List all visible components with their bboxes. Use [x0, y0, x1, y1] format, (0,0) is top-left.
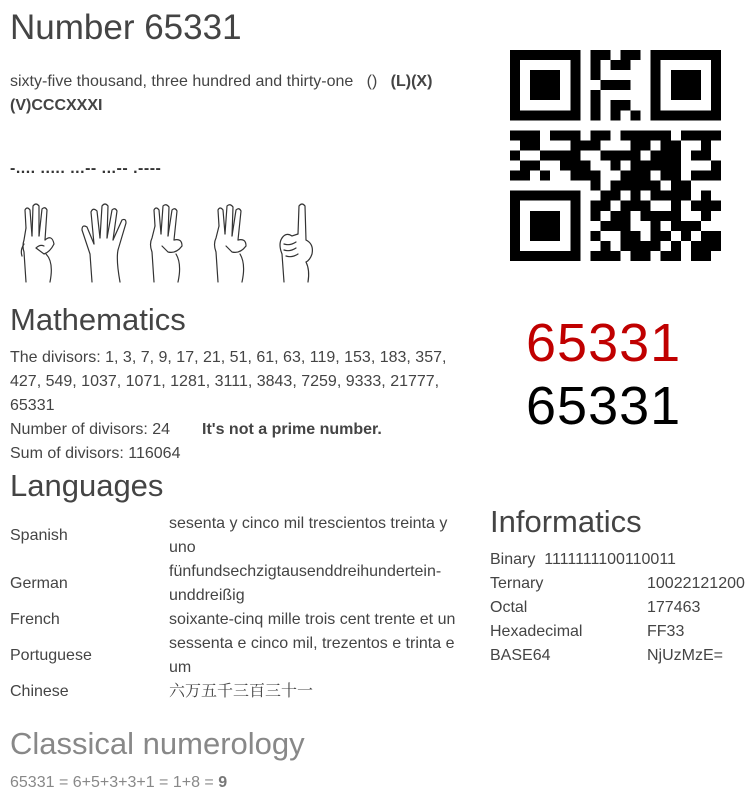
morse-code: -.... ..... ...-- ...-- .---- — [10, 160, 162, 177]
binary-label: Binary — [490, 551, 536, 568]
language-name-spanish: Spanish — [10, 527, 68, 544]
language-text-spanish: sesenta y cinco mil trescientos treinta y uno — [169, 515, 448, 556]
hand-sign-1-icon — [270, 200, 326, 284]
qr-code — [510, 50, 721, 261]
mathematics-heading: Mathematics — [10, 302, 186, 337]
hexadecimal-value: FF33 — [647, 623, 685, 640]
language-text-german: fünfundsechzigtausenddreihunderteinunddreißig — [169, 563, 442, 604]
hand-sign-3-icon — [142, 200, 198, 284]
prime-status: It's not a prime number. — [202, 421, 382, 438]
ternary-value: 10022121200 — [647, 575, 745, 592]
numerology-result: 9 — [218, 774, 228, 791]
big-number-black: 65331 — [526, 376, 682, 436]
language-text-chinese: 六万五千三百三十一 — [169, 683, 314, 700]
hand-sign-3b-icon — [206, 200, 262, 284]
number-in-words — [10, 70, 480, 118]
language-text-portuguese: sessenta e cinco mil, trezentos e trinta e um — [169, 635, 455, 676]
language-name-german: German — [10, 575, 68, 592]
base64-label: BASE64 — [490, 647, 551, 664]
divisor-sum: Sum of divisors: 116064 — [10, 445, 181, 462]
language-text-french: soixante-cinq mille trois cent trente et un — [169, 611, 456, 628]
numerology-sum: 65331 = 6+5+3+3+1 = 1+8 = — [10, 774, 219, 791]
informatics-heading: Informatics — [490, 504, 642, 539]
octal-label: Octal — [490, 599, 528, 616]
binary-value: 1111111100110011 — [544, 551, 676, 568]
language-name-french: French — [10, 611, 60, 628]
roman-numeral: (L)(X)(V)CCCXXXI — [10, 73, 433, 114]
hand-sign-5-icon — [78, 200, 134, 284]
ternary-label: Ternary — [490, 575, 544, 592]
divisors-list: The divisors: 1, 3, 7, 9, 17, 21, 51, 61, 63, 119, 153, 183, 357, 427, 549, 1037, 1071, 1281, 3111, 3843, 7259, 9333, 21777, 65331 — [10, 349, 447, 414]
numerology-equation — [10, 771, 227, 795]
sign-language-hands — [14, 200, 334, 286]
octal-value: 177463 — [647, 599, 701, 616]
hand-sign-6-icon — [14, 200, 70, 284]
language-name-portuguese: Portuguese — [10, 647, 92, 664]
numerology-heading: Classical numerology — [10, 726, 305, 761]
big-number-red: 65331 — [526, 313, 682, 373]
hexadecimal-label: Hexadecimal — [490, 623, 583, 640]
words-text: sixty-five thousand, three hundred and thirty-one — [10, 73, 354, 90]
pronunciation-parens: () — [366, 73, 378, 90]
binary-row — [490, 548, 676, 572]
base64-value: NjUzMzE= — [647, 647, 724, 664]
divisor-count: Number of divisors: 24 — [10, 421, 171, 438]
languages-heading: Languages — [10, 468, 164, 503]
language-name-chinese: Chinese — [10, 683, 69, 700]
page-title: Number 65331 — [10, 8, 242, 47]
